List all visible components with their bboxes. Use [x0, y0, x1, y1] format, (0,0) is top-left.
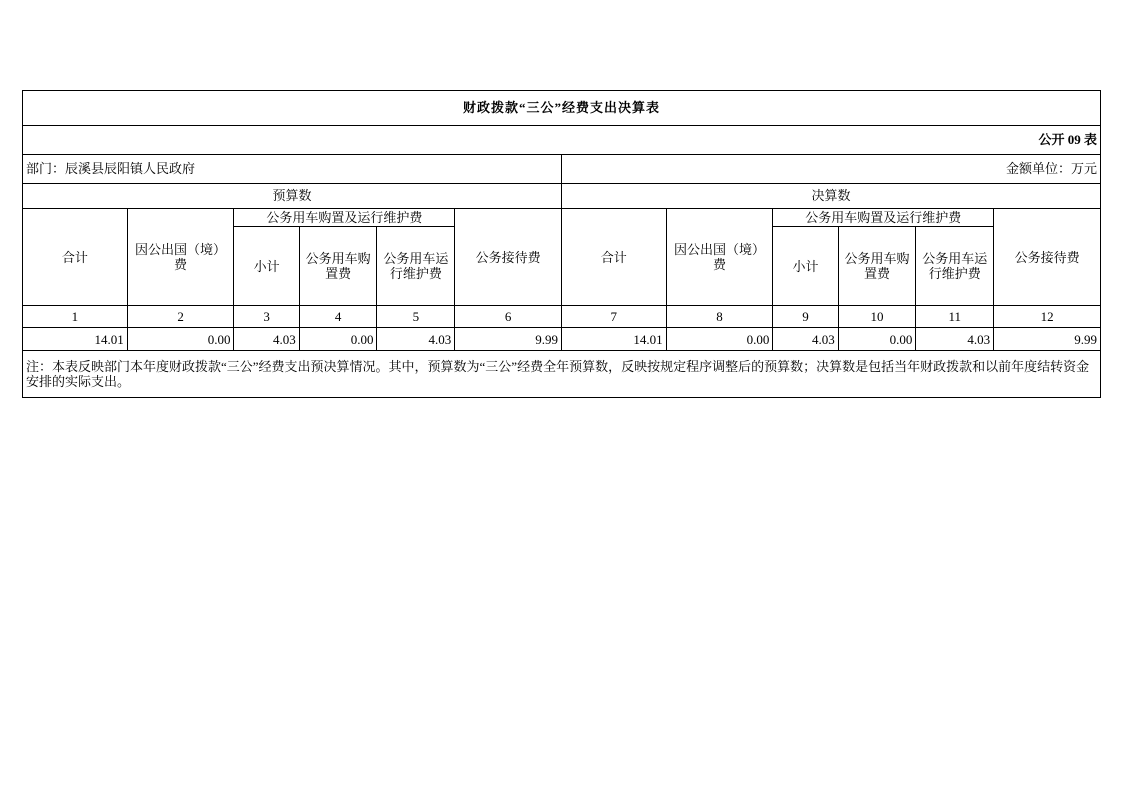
header-final-total: 合计 [561, 209, 666, 306]
department-label: 部门：辰溪县辰阳镇人民政府 [23, 155, 562, 184]
value-cell: 9.99 [994, 328, 1101, 351]
header-budget-vehicle-operation: 公务用车运行维护费 [377, 227, 455, 306]
column-number: 8 [666, 306, 773, 328]
column-number: 9 [773, 306, 838, 328]
department-row [23, 155, 1101, 184]
table-row [23, 328, 1101, 351]
group-header-row [23, 184, 1101, 209]
value-cell: 14.01 [561, 328, 666, 351]
header-final-vehicle-purchase: 公务用车购置费 [838, 227, 916, 306]
amount-unit: 金额单位：万元 [561, 155, 1100, 184]
three-public-funds-table [22, 90, 1101, 398]
header-budget-abroad: 因公出国（境）费 [127, 209, 234, 306]
column-number: 5 [377, 306, 455, 328]
vehicle-group-header-row [23, 209, 1101, 227]
header-budget-vehicle-group: 公务用车购置及运行维护费 [234, 209, 455, 227]
note-row [23, 351, 1101, 398]
page-title: 财政拨款“三公”经费支出决算表 [23, 91, 1101, 126]
title-row [23, 91, 1101, 126]
header-final-vehicle-group: 公务用车购置及运行维护费 [773, 209, 994, 227]
header-budget-vehicle-subtotal: 小计 [234, 227, 299, 306]
header-final-vehicle-subtotal: 小计 [773, 227, 838, 306]
column-number: 7 [561, 306, 666, 328]
header-budget-total: 合计 [23, 209, 128, 306]
column-number: 11 [916, 306, 994, 328]
value-cell: 0.00 [299, 328, 377, 351]
value-cell: 0.00 [838, 328, 916, 351]
value-cell: 4.03 [773, 328, 838, 351]
header-budget-vehicle-purchase: 公务用车购置费 [299, 227, 377, 306]
group-final: 决算数 [561, 184, 1100, 209]
value-cell: 0.00 [666, 328, 773, 351]
column-number: 6 [455, 306, 562, 328]
public-number: 公开 09 表 [23, 126, 1101, 155]
value-cell: 0.00 [127, 328, 234, 351]
header-final-vehicle-operation: 公务用车运行维护费 [916, 227, 994, 306]
column-number: 12 [994, 306, 1101, 328]
public-number-row [23, 126, 1101, 155]
column-number: 4 [299, 306, 377, 328]
header-budget-reception: 公务接待费 [455, 209, 562, 306]
column-number: 10 [838, 306, 916, 328]
group-budget: 预算数 [23, 184, 562, 209]
column-number: 2 [127, 306, 234, 328]
value-cell: 9.99 [455, 328, 562, 351]
value-cell: 4.03 [377, 328, 455, 351]
value-cell: 4.03 [916, 328, 994, 351]
column-number: 1 [23, 306, 128, 328]
table-note: 注：本表反映部门本年度财政拨款“三公”经费支出预决算情况。其中，预算数为“三公”经费全年预算数，反映按规定程序调整后的预算数；决算数是包括当年财政拨款和以前年度结转资金安排的实际支出。 [23, 351, 1101, 398]
value-cell: 14.01 [23, 328, 128, 351]
column-number: 3 [234, 306, 299, 328]
value-cell: 4.03 [234, 328, 299, 351]
header-final-reception: 公务接待费 [994, 209, 1101, 306]
column-number-row [23, 306, 1101, 328]
header-final-abroad: 因公出国（境）费 [666, 209, 773, 306]
